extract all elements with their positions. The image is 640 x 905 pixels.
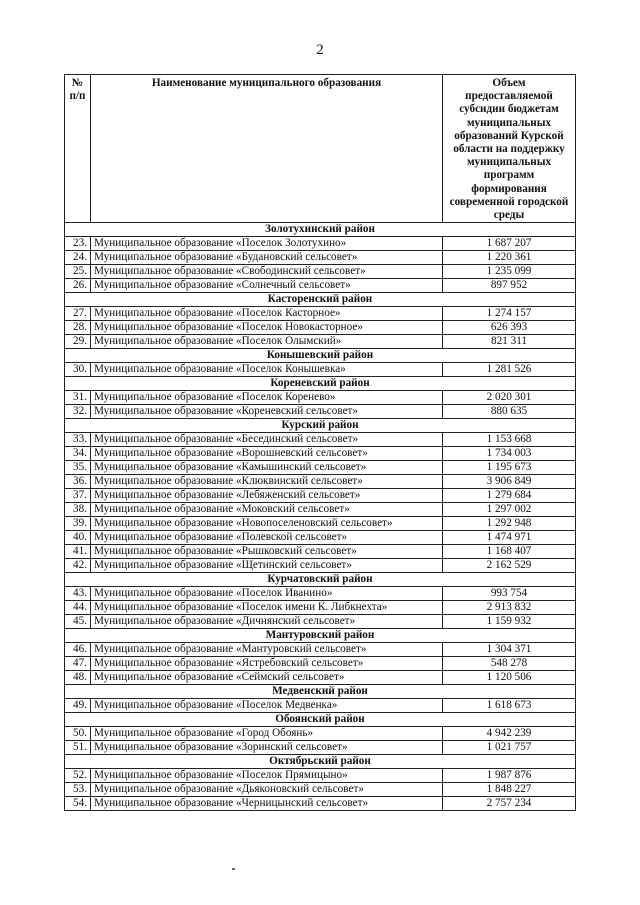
table-row <box>65 307 576 321</box>
row-number: 50. <box>65 727 91 741</box>
municipality-name: Муниципальное образование «Зоринский сельсовет» <box>91 741 443 755</box>
row-number: 53. <box>65 783 91 797</box>
municipality-name: Муниципальное образование «Поселок Прямицыно» <box>91 769 443 783</box>
municipality-name: Муниципальное образование «Поселок Конышевка» <box>91 363 443 377</box>
subsidy-value: 4 942 239 <box>443 727 576 741</box>
subsidy-value: 1 687 207 <box>443 237 576 251</box>
table-row <box>65 783 576 797</box>
municipality-name: Муниципальное образование «Сеймский сельсовет» <box>91 671 443 685</box>
row-number: 44. <box>65 601 91 615</box>
municipality-name: Муниципальное образование «Поселок Новокасторное» <box>91 321 443 335</box>
district-name: Октябрьский район <box>65 755 576 769</box>
municipality-name: Муниципальное образование «Дичнянский сельсовет» <box>91 615 443 629</box>
subsidy-value: 2 757 234 <box>443 797 576 811</box>
district-row <box>65 573 576 587</box>
municipality-name: Муниципальное образование «Кореневский сельсовет» <box>91 405 443 419</box>
row-number: 24. <box>65 251 91 265</box>
subsidy-value: 880 635 <box>443 405 576 419</box>
table-row <box>65 657 576 671</box>
table-row <box>65 391 576 405</box>
district-name: Курчатовский район <box>65 573 576 587</box>
municipality-name: Муниципальное образование «Поселок Иванино» <box>91 587 443 601</box>
district-name: Кореневский район <box>65 377 576 391</box>
municipality-name: Муниципальное образование «Ястребовский сельсовет» <box>91 657 443 671</box>
subsidy-value: 1 987 876 <box>443 769 576 783</box>
row-number: 40. <box>65 531 91 545</box>
subsidy-value: 897 952 <box>443 279 576 293</box>
row-number: 33. <box>65 433 91 447</box>
row-number: 52. <box>65 769 91 783</box>
table-row <box>65 545 576 559</box>
row-number: 43. <box>65 587 91 601</box>
municipality-name: Муниципальное образование «Полевской сельсовет» <box>91 531 443 545</box>
district-row <box>65 377 576 391</box>
subsidy-value: 1 120 506 <box>443 671 576 685</box>
header-name: Наименование муниципального образования <box>91 75 443 223</box>
table-row <box>65 531 576 545</box>
subsidy-value: 3 906 849 <box>443 475 576 489</box>
municipality-name: Муниципальное образование «Поселок Медвенка» <box>91 699 443 713</box>
row-number: 47. <box>65 657 91 671</box>
district-name: Обоянский район <box>65 713 576 727</box>
district-row <box>65 419 576 433</box>
subsidy-value: 1 153 668 <box>443 433 576 447</box>
row-number: 27. <box>65 307 91 321</box>
municipality-name: Муниципальное образование «Мантуровский сельсовет» <box>91 643 443 657</box>
table-row <box>65 475 576 489</box>
row-number: 30. <box>65 363 91 377</box>
row-number: 38. <box>65 503 91 517</box>
row-number: 42. <box>65 559 91 573</box>
subsidy-value: 821 311 <box>443 335 576 349</box>
subsidy-value: 1 195 673 <box>443 461 576 475</box>
municipality-name: Муниципальное образование «Рышковский сельсовет» <box>91 545 443 559</box>
table-header <box>65 75 576 223</box>
municipality-name: Муниципальное образование «Поселок Касторное» <box>91 307 443 321</box>
municipality-name: Муниципальное образование «Лебяженский сельсовет» <box>91 489 443 503</box>
subsidy-value: 1 220 361 <box>443 251 576 265</box>
table-row <box>65 265 576 279</box>
district-name: Курский район <box>65 419 576 433</box>
table-row <box>65 405 576 419</box>
row-number: 25. <box>65 265 91 279</box>
subsidy-value: 626 393 <box>443 321 576 335</box>
table-row <box>65 741 576 755</box>
district-name: Медвенский район <box>65 685 576 699</box>
table-row <box>65 335 576 349</box>
page-number: 2 <box>316 42 324 58</box>
table-row <box>65 587 576 601</box>
municipality-name: Муниципальное образование «Клюквинский сельсовет» <box>91 475 443 489</box>
header-number: № п/п <box>65 75 91 223</box>
table-row <box>65 671 576 685</box>
municipality-name: Муниципальное образование «Будановский сельсовет» <box>91 251 443 265</box>
subsidy-value: 1 734 003 <box>443 447 576 461</box>
row-number: 35. <box>65 461 91 475</box>
subsidy-value: 1 274 157 <box>443 307 576 321</box>
district-row <box>65 293 576 307</box>
row-number: 39. <box>65 517 91 531</box>
row-number: 45. <box>65 615 91 629</box>
district-name: Конышевский район <box>65 349 576 363</box>
row-number: 41. <box>65 545 91 559</box>
row-number: 28. <box>65 321 91 335</box>
table-row <box>65 699 576 713</box>
table-row <box>65 251 576 265</box>
subsidy-value: 1 297 002 <box>443 503 576 517</box>
municipality-name: Муниципальное образование «Камышинский сельсовет» <box>91 461 443 475</box>
municipality-name: Муниципальное образование «Новопоселеновский сельсовет» <box>91 517 443 531</box>
subsidy-value: 1 618 673 <box>443 699 576 713</box>
table-row <box>65 433 576 447</box>
table-row <box>65 321 576 335</box>
district-row <box>65 629 576 643</box>
subsidy-value: 1 292 948 <box>443 517 576 531</box>
subsidy-value: 993 754 <box>443 587 576 601</box>
table-row <box>65 643 576 657</box>
row-number: 48. <box>65 671 91 685</box>
subsidy-value: 1 021 757 <box>443 741 576 755</box>
municipality-name: Муниципальное образование «Город Обоянь» <box>91 727 443 741</box>
table-row <box>65 279 576 293</box>
subsidy-value: 1 279 684 <box>443 489 576 503</box>
municipality-name: Муниципальное образование «Дьяконовский сельсовет» <box>91 783 443 797</box>
table-row <box>65 237 576 251</box>
subsidy-table <box>64 74 576 811</box>
row-number: 32. <box>65 405 91 419</box>
subsidy-value: 548 278 <box>443 657 576 671</box>
row-number: 49. <box>65 699 91 713</box>
subsidy-value: 1 168 407 <box>443 545 576 559</box>
table-row <box>65 503 576 517</box>
row-number: 46. <box>65 643 91 657</box>
district-name: Мантуровский район <box>65 629 576 643</box>
row-number: 23. <box>65 237 91 251</box>
row-number: 36. <box>65 475 91 489</box>
subsidy-value: 1 304 371 <box>443 643 576 657</box>
municipality-name: Муниципальное образование «Поселок Олымский» <box>91 335 443 349</box>
municipality-name: Муниципальное образование «Черницынский сельсовет» <box>91 797 443 811</box>
municipality-name: Муниципальное образование «Ворошневский сельсовет» <box>91 447 443 461</box>
municipality-name: Муниципальное образование «Солнечный сельсовет» <box>91 279 443 293</box>
table-row <box>65 727 576 741</box>
municipality-name: Муниципальное образование «Поселок Золотухино» <box>91 237 443 251</box>
table-row <box>65 797 576 811</box>
table-row <box>65 615 576 629</box>
municipality-name: Муниципальное образование «Поселок имени К. Либкнехта» <box>91 601 443 615</box>
municipality-name: Муниципальное образование «Щетинский сельсовет» <box>91 559 443 573</box>
municipality-name: Муниципальное образование «Свободинский сельсовет» <box>91 265 443 279</box>
row-number: 29. <box>65 335 91 349</box>
subsidy-value: 1 235 099 <box>443 265 576 279</box>
row-number: 54. <box>65 797 91 811</box>
table-row <box>65 461 576 475</box>
scan-mark <box>232 868 235 870</box>
subsidy-value: 2 020 301 <box>443 391 576 405</box>
table-row <box>65 489 576 503</box>
row-number: 26. <box>65 279 91 293</box>
subsidy-value: 2 162 529 <box>443 559 576 573</box>
row-number: 37. <box>65 489 91 503</box>
table-row <box>65 363 576 377</box>
district-row <box>65 755 576 769</box>
district-name: Касторенский район <box>65 293 576 307</box>
table-row <box>65 517 576 531</box>
subsidy-value: 1 474 971 <box>443 531 576 545</box>
district-row <box>65 349 576 363</box>
table-row <box>65 769 576 783</box>
municipality-name: Муниципальное образование «Бесединский сельсовет» <box>91 433 443 447</box>
row-number: 51. <box>65 741 91 755</box>
row-number: 31. <box>65 391 91 405</box>
municipality-name: Муниципальное образование «Поселок Коренево» <box>91 391 443 405</box>
table-row <box>65 559 576 573</box>
district-row <box>65 713 576 727</box>
table-body <box>65 223 576 811</box>
header-value: Объем предоставляемой субсидии бюджетам муниципальных образований Курской области на поддержку муниципальных программ формирования современной городской среды <box>443 75 576 223</box>
table-row <box>65 601 576 615</box>
subsidy-value: 1 281 526 <box>443 363 576 377</box>
subsidy-value: 2 913 832 <box>443 601 576 615</box>
district-row <box>65 223 576 237</box>
district-name: Золотухинский район <box>65 223 576 237</box>
municipality-name: Муниципальное образование «Моковский сельсовет» <box>91 503 443 517</box>
table-row <box>65 447 576 461</box>
row-number: 34. <box>65 447 91 461</box>
subsidy-value: 1 159 932 <box>443 615 576 629</box>
subsidy-value: 1 848 227 <box>443 783 576 797</box>
district-row <box>65 685 576 699</box>
